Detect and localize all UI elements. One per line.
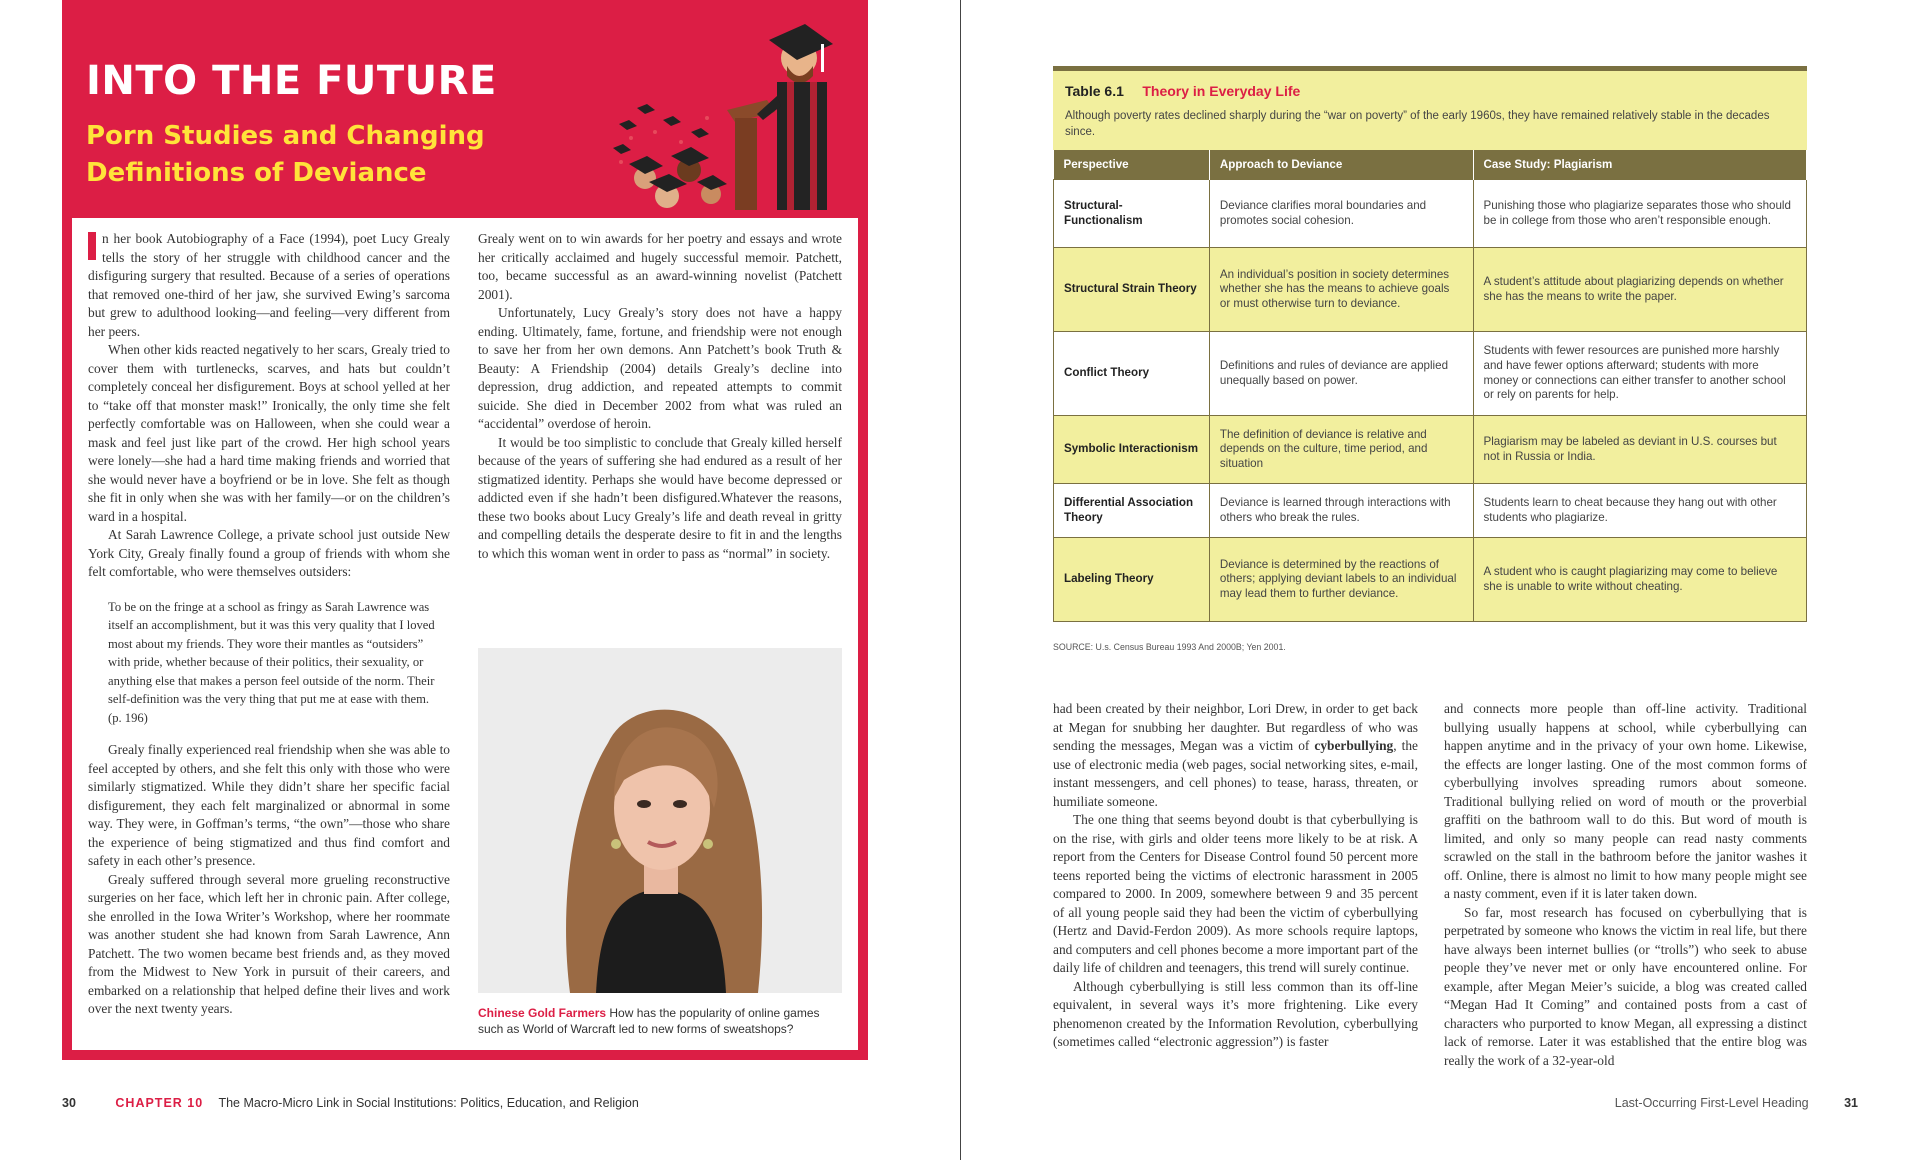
table-row bbox=[1054, 484, 1807, 538]
caption-text: How has the popularity of online games such as World of Warcraft led to new forms of sweatshops? bbox=[478, 1006, 820, 1036]
table-title: Theory in Everyday Life bbox=[1142, 83, 1301, 99]
table-description: Although poverty rates declined sharply during the “war on poverty” of the early 1960s, they have remained relatively stable in the decades since. bbox=[1065, 110, 1770, 138]
table-row bbox=[1054, 248, 1807, 332]
table-header-block bbox=[1053, 71, 1807, 150]
body-paragraph: It would be too simplistic to conclude that Grealy killed herself because of the years of suffering she had endured as a result of her stigmatized identity. Perhaps she would have become depressed or addicted even if she hadn’t been disfigured.Whatever the reasons, these two books about Lucy Grealy’s life and death reveal in gritty and compelling details the desperate desire to fit in and the lengths to which this woman went in order to pass as “normal” in society. bbox=[478, 434, 842, 561]
table-row bbox=[1054, 416, 1807, 484]
caption-title: Chinese Gold Farmers bbox=[478, 1006, 607, 1020]
key-term: cyberbullying bbox=[1314, 738, 1394, 753]
case-cell: A student who is caught plagiarizing may come to believe she is unable to write without cheating. bbox=[1473, 538, 1807, 622]
page-number-right: 31 bbox=[1844, 1096, 1858, 1110]
right-column-1 bbox=[1053, 700, 1418, 1052]
right-page-footer bbox=[1615, 1096, 1858, 1110]
case-cell: Plagiarism may be labeled as deviant in U.S. courses but not in Russia or India. bbox=[1473, 416, 1807, 484]
body-paragraph: Grealy went on to win awards for her poetry and essays and wrote her critically acclaimed and hugely successful memoir. Patchett, too, became successful as an award-winning novelist (Patchett 2001). bbox=[478, 231, 842, 302]
chapter-title: The Macro-Micro Link in Social Institutions: Politics, Education, and Religion bbox=[218, 1096, 639, 1110]
table-row bbox=[1054, 180, 1807, 248]
portrait-photo bbox=[478, 648, 842, 993]
photo-caption bbox=[478, 1005, 842, 1037]
portrait-illustration bbox=[478, 648, 842, 993]
chapter-label: CHAPTER 10 bbox=[115, 1096, 204, 1110]
feature-title: INTO THE FUTURE bbox=[86, 58, 497, 104]
perspective-cell: Structural-Functionalism bbox=[1054, 180, 1210, 248]
approach-cell: Definitions and rules of deviance are applied unequally based on power. bbox=[1209, 332, 1473, 416]
page-number-left: 30 bbox=[62, 1096, 76, 1110]
running-head: Last-Occurring First-Level Heading bbox=[1614, 1096, 1809, 1110]
block-quote: To be on the fringe at a school as fringy as Sarah Lawrence was itself an accomplishment, but it was this very quality that I loved most about my friends. They wore their mantles as “outsiders” with pride, whether because of their politics, their sexuality, or anything else that makes a person feel outside of the norm. Their self-definition was the very thing that put me at ease with them. (p. 196) bbox=[108, 599, 435, 725]
feature-column-1 bbox=[88, 230, 450, 1019]
perspective-cell: Conflict Theory bbox=[1054, 332, 1210, 416]
body-paragraph: Unfortunately, Lucy Grealy’s story does not have a happy ending. Ultimately, fame, fortune, and friendship were not enough to save her from her own demons. Ann Patchett’s book Truth & Beauty: A Friendship (2004) details Grealy’s decline into depression, drug addiction, and repeated attempts to commit suicide. She died in December 2002 from what was ruled an “accidental” overdose of heroin. bbox=[478, 305, 842, 431]
case-cell: Students with fewer resources are punished more harshly and have fewer options afterward; students with more money or connections can either transfer to another school or rely on parents for help. bbox=[1473, 332, 1807, 416]
table-row bbox=[1054, 332, 1807, 416]
graduation-illustration bbox=[607, 0, 868, 210]
column-header: Approach to Deviance bbox=[1209, 150, 1473, 180]
perspective-cell: Labeling Theory bbox=[1054, 538, 1210, 622]
case-cell: Students learn to cheat because they hang out with other students who plagiarize. bbox=[1473, 484, 1807, 538]
body-paragraph: and connects more people than off-line activity. Traditional bullying usually happens at school, while cyberbullying can happen anytime and in the privacy of your own home. Likewise, the effects are longer lasting. One of the most common forms of cyberbullying involves spreading rumors about someone. Traditional bullying relied on word of mouth or the proverbial graffiti on the bathroom wall to do this. But word of mouth is limited, and only so many people can read nasty comments scrawled on the stall in the bathroom before the janitor washes it off. Online, there is almost no limit to how many people might see a nasty comment, even if it is later taken down. bbox=[1444, 701, 1807, 901]
body-paragraph: Grealy suffered through several more grueling reconstructive surgeries on her face, which left her in chronic pain. After college, she enrolled in the Iowa Writer’s Workshop, where her roommate was another student she had known from Sarah Lawrence, Ann Patchett. The two women became best friends and, as they moved from the Midwest to New York in pursuit of their careers, and embarked on a relationship that helped define their lives and work over the next twenty years. bbox=[88, 871, 450, 1016]
case-cell: Punishing those who plagiarize separates those who should be in college from those who aren’t responsible enough. bbox=[1473, 180, 1807, 248]
column-header: Case Study: Plagiarism bbox=[1473, 150, 1807, 180]
body-paragraph: The one thing that seems beyond doubt is that cyberbullying is on the rise, with girls and older teens more likely to be at risk. A report from the Centers for Disease Control found 50 percent more teens reported being the victims of electronic harassment in 2005 compared to 2000. In 2009, somewhere between 9 and 35 percent of all young people said they had been the victim of cyberbullying (Hertz and David-Ferdon 2009). As more schools require laptops, and computers and cell phones become a more important part of the daily life of children and teenagers, this trend will surely continue. bbox=[1053, 812, 1418, 975]
body-paragraph: When other kids reacted negatively to her scars, Grealy tried to cover them with turtlenecks, scarves, and hats but couldn’t completely conceal her disfigurement. Boys at school yelled at her to “take off that monster mask!” Ironically, the only time she felt perfectly comfortable was on Halloween, when she could wear a mask and feel just like part of the crowd. Her high school years were lonely—she had a hard time making friends and worried that she would never have a boyfriend or be in love. She felt as though she fit in only when she was with her family—or on the children’s ward in a hospital. bbox=[88, 342, 450, 524]
approach-cell: Deviance is determined by the reactions of others; applying deviant labels to an individual may lead them to further deviance. bbox=[1209, 538, 1473, 622]
perspective-cell: Structural Strain Theory bbox=[1054, 248, 1210, 332]
body-paragraph: So far, most research has focused on cyberbullying that is perpetrated by someone who knows the victim in real life, but there have always been internet bullies (or “trolls”) who seek to abuse people they’ve never met or only have encountered online. For example, after Megan Meier’s suicide, a blog was created called “Megan Had It Coming” and contained posts from a cast of characters who purported to know Megan, all expressing a distinct lack of remorse. Later it was established that the entire blog was really the work of a 32-year-old bbox=[1444, 904, 1807, 1068]
feature-column-2 bbox=[478, 230, 842, 563]
right-column-2 bbox=[1444, 700, 1807, 1070]
body-paragraph: had been created by their neighbor, Lori Drew, in order to get back at Megan for snubbing her daughter. But regardless of who was sending the messages, Megan was a victim of cyberbullying, the use of electronic media (web pages, social networking sites, e-mail, instant messengers, and cell phones) to tease, harass, threaten, or humiliate someone. bbox=[1053, 701, 1418, 809]
table-6-1 bbox=[1053, 66, 1807, 622]
body-paragraph: At Sarah Lawrence College, a private school just outside New York City, Grealy finally found a group of friends with whom she felt comfortable, who were themselves outsiders: bbox=[88, 527, 450, 579]
approach-cell: An individual’s position in society determines whether she has the means to achieve goals or must otherwise turn to deviance. bbox=[1209, 248, 1473, 332]
feature-box bbox=[62, 0, 868, 1060]
approach-cell: Deviance is learned through interactions with others who break the rules. bbox=[1209, 484, 1473, 538]
table-source-note: SOURCE: U.s. Census Bureau 1993 And 2000B; Yen 2001. bbox=[1053, 642, 1286, 652]
approach-cell: Deviance clarifies moral boundaries and promotes social cohesion. bbox=[1209, 180, 1473, 248]
perspective-cell: Symbolic Interactionism bbox=[1054, 416, 1210, 484]
feature-subtitle: Porn Studies and Changing Definitions of Deviance bbox=[86, 121, 485, 188]
theory-table bbox=[1053, 150, 1807, 622]
body-paragraph: n her book Autobiography of a Face (1994), poet Lucy Grealy tells the story of her struggle with childhood cancer and the disfiguring surgery that resulted. Because of a series of operations that removed one-third of her jaw, she survived Ewing’s sarcoma but grew to adulthood looking—and feeling—very different from her peers. bbox=[88, 231, 450, 339]
spread-gutter bbox=[960, 0, 961, 1160]
body-paragraph: Although cyberbullying is still less common than its off-line equivalent, in several ways it’s more frightening. Like every phenomenon created by the Information Revolution, cyberbullying (sometimes called “electronic aggression”) is faster bbox=[1053, 978, 1418, 1049]
table-header-row bbox=[1054, 150, 1807, 180]
left-page-footer bbox=[62, 1096, 639, 1110]
feature-body bbox=[72, 218, 858, 1050]
approach-cell: The definition of deviance is relative and depends on the culture, time period, and situation bbox=[1209, 416, 1473, 484]
case-cell: A student’s attitude about plagiarizing depends on whether she has the means to write the paper. bbox=[1473, 248, 1807, 332]
table-row bbox=[1054, 538, 1807, 622]
table-number: Table 6.1 bbox=[1065, 83, 1124, 99]
perspective-cell: Differential Association Theory bbox=[1054, 484, 1210, 538]
drop-cap-bar bbox=[88, 232, 96, 260]
column-header: Perspective bbox=[1054, 150, 1210, 180]
body-paragraph: Grealy finally experienced real friendship when she was able to feel accepted by others, and she felt this only with those who were similarly stigmatized. While they didn’t share her specific facial disfigurement, they each felt marginalized or abnormal in some way. They were, in Goffman’s terms, “the own”—those who share the experience of being stigmatized and thus find comfort and safety in each other’s presence. bbox=[88, 742, 450, 868]
